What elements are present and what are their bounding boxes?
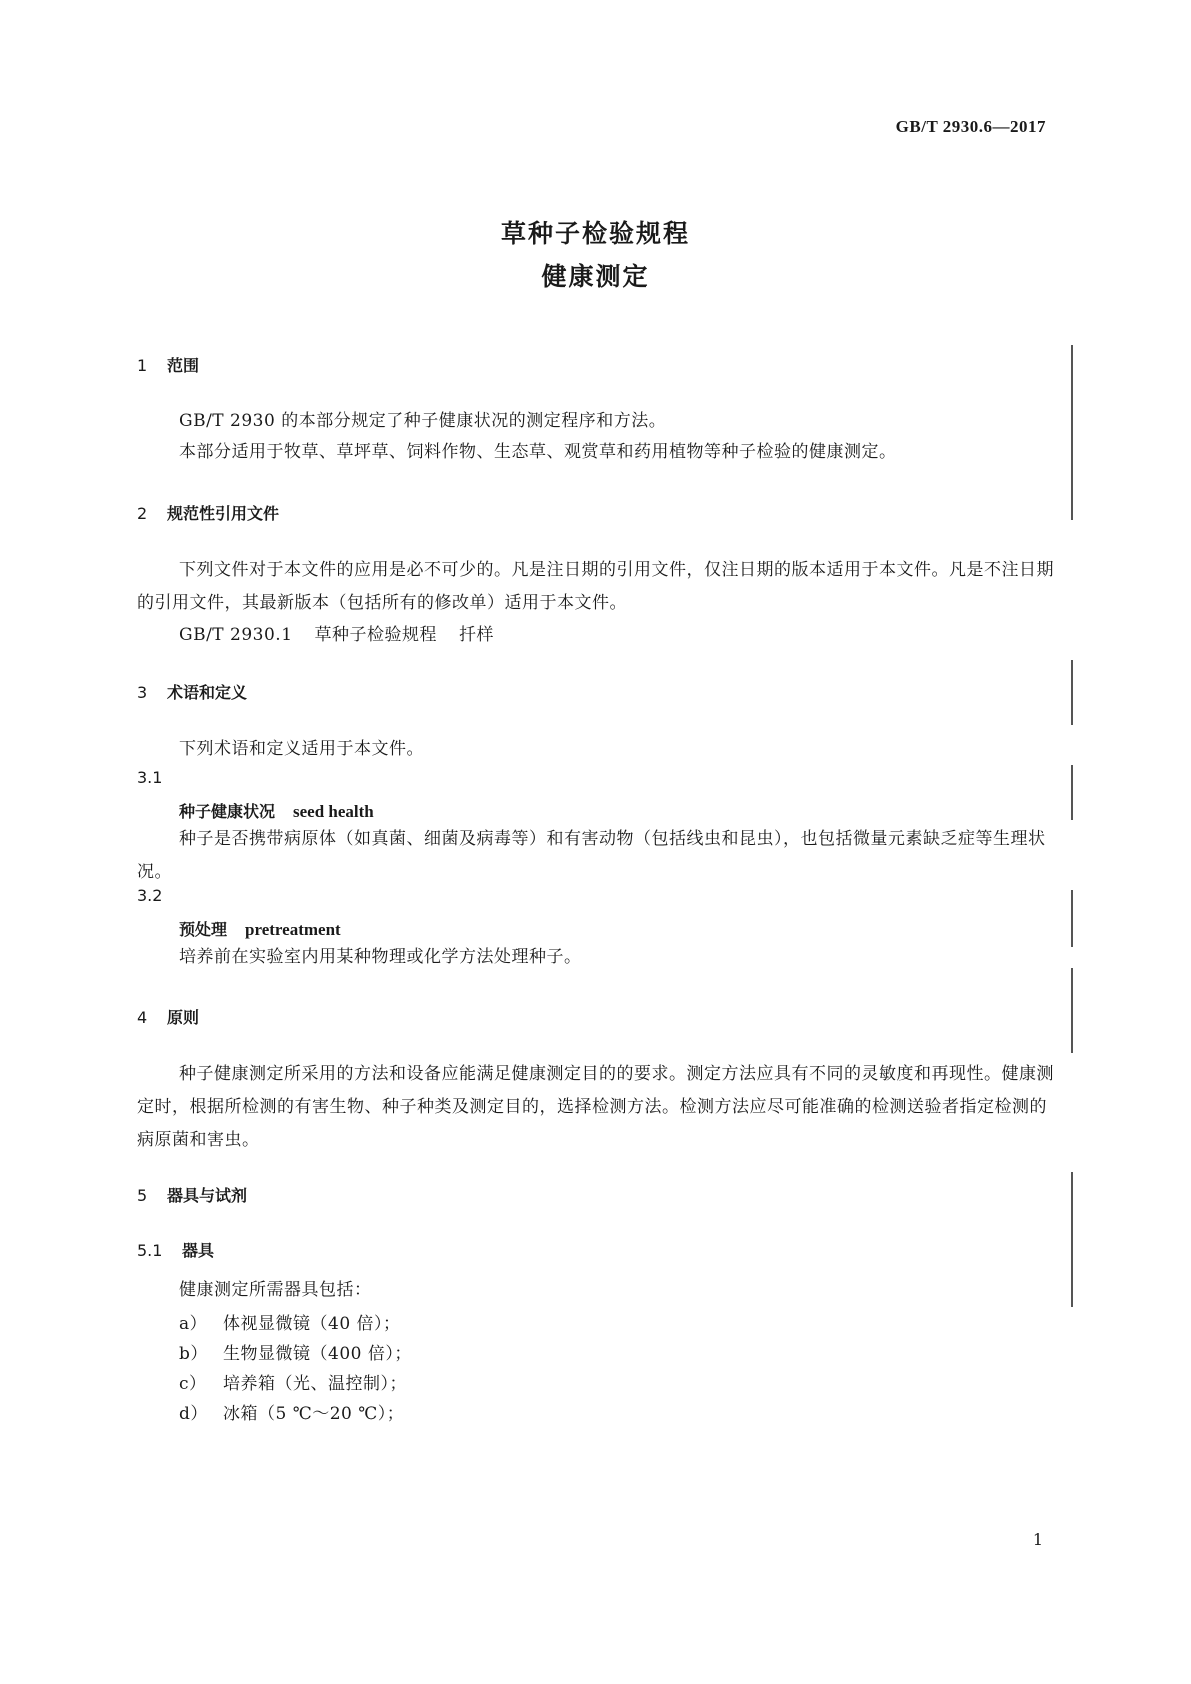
- document-title: 草种子检验规程: [500, 219, 690, 248]
- change-bar: [1071, 1172, 1073, 1307]
- change-bar: [1071, 660, 1073, 725]
- term-english: pretreatment: [245, 920, 341, 939]
- reference-code: GB/T 2930.1: [179, 625, 293, 645]
- reference-part: 扦样: [459, 625, 495, 645]
- section-number: 4: [137, 1008, 148, 1027]
- term-definition: 种子是否携带病原体（如真菌、细菌及病毒等）和有害动物（包括线虫和昆虫），也包括微量元素缺乏症等生理状况。: [137, 829, 1046, 882]
- section-2-heading: [137, 501, 279, 524]
- section-3-heading: [137, 680, 247, 703]
- term-entry: [179, 799, 374, 822]
- subsection-title: 器具: [182, 1241, 215, 1260]
- list-label: c）: [179, 1374, 207, 1394]
- list-label: b）: [179, 1344, 208, 1364]
- term-english: seed health: [293, 802, 374, 821]
- section-title: 范围: [167, 356, 200, 375]
- list-label: a）: [179, 1314, 208, 1334]
- section-number: 1: [137, 356, 148, 375]
- section-title: 术语和定义: [167, 683, 248, 702]
- section-number: 2: [137, 504, 148, 523]
- change-bar: [1071, 890, 1073, 947]
- normative-reference: [179, 620, 494, 645]
- list-item: [179, 1399, 404, 1424]
- list-text: 体视显微镜（40 倍）；: [223, 1314, 401, 1334]
- section-number: 5: [137, 1186, 148, 1205]
- subsection-number: 5.1: [137, 1241, 163, 1260]
- list-item: [179, 1309, 401, 1334]
- list-text: 冰箱（5 ℃～20 ℃）；: [223, 1404, 405, 1424]
- section-2-paragraph-1: 下列文件对于本文件的应用是必不可少的。凡是注日期的引用文件，仅注日期的版本适用于本文件。凡是不注日期的引用文件，其最新版本（包括所有的修改单）适用于本文件。: [137, 560, 1054, 613]
- change-bar: [1071, 968, 1073, 1053]
- section-1-paragraph-1: GB/T 2930 的本部分规定了种子健康状况的测定程序和方法。: [179, 411, 667, 431]
- section-number: 3: [137, 683, 148, 702]
- section-title: 原则: [167, 1008, 200, 1027]
- term-number: 3.2: [137, 886, 163, 905]
- change-bar: [1071, 765, 1073, 820]
- section-4-paragraph-1: 种子健康测定所采用的方法和设备应能满足健康测定目的的要求。测定方法应具有不同的灵敏度和再现性。健康测定时，根据所检测的有害生物、种子种类及测定目的，选择检测方法。检测方法应尽可能准确的检测送验者指定检测的病原菌和害虫。: [137, 1064, 1054, 1150]
- list-item: [179, 1369, 407, 1394]
- page-number: 1: [1032, 1530, 1043, 1549]
- equipment-intro: 健康测定所需器具包括：: [179, 1280, 372, 1300]
- term-chinese: 种子健康状况: [179, 802, 276, 821]
- term-entry: [179, 917, 341, 940]
- term-number: 3.1: [137, 768, 163, 787]
- list-text: 生物显微镜（400 倍）；: [223, 1344, 412, 1364]
- list-text: 培养箱（光、温控制）；: [223, 1374, 407, 1394]
- section-title: 规范性引用文件: [167, 504, 280, 523]
- reference-title: 草种子检验规程: [314, 625, 438, 645]
- section-5-heading: [137, 1183, 247, 1206]
- list-label: d）: [179, 1404, 208, 1424]
- section-4-heading: [137, 1005, 199, 1028]
- section-title: 器具与试剂: [167, 1186, 248, 1205]
- document-subtitle: 健康测定: [541, 262, 650, 291]
- section-1-paragraph-2: 本部分适用于牧草、草坪草、饲料作物、生态草、观赏草和药用植物等种子检验的健康测定。: [179, 442, 897, 462]
- standard-number: GB/T 2930.6—2017: [895, 117, 1046, 136]
- list-item: [179, 1339, 412, 1364]
- section-3-paragraph-1: 下列术语和定义适用于本文件。: [179, 739, 424, 759]
- change-bar: [1071, 345, 1073, 520]
- term-definition: 培养前在实验室内用某种物理或化学方法处理种子。: [179, 947, 582, 967]
- term-chinese: 预处理: [179, 920, 228, 939]
- section-1-heading: [137, 353, 199, 376]
- subsection-5-1-heading: [137, 1238, 214, 1261]
